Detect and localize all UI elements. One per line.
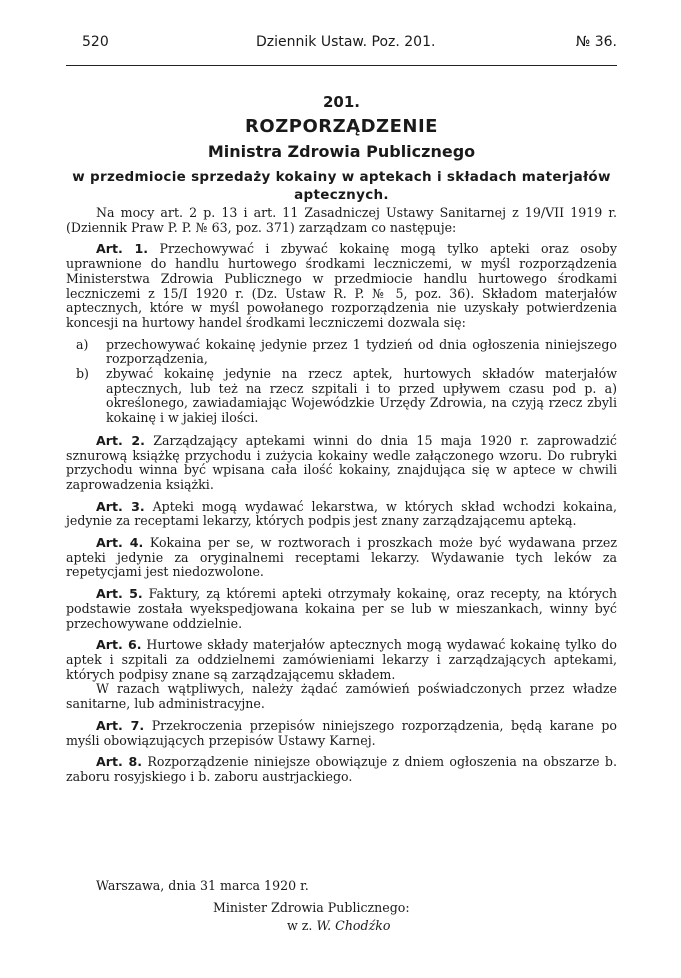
act-subject: w przedmiocie sprzedaży kokainy w aptekach i składach materjałów aptecznych. <box>72 169 611 203</box>
article-text: Rozporządzenie niniejsze obowiązuje z dniem ogłoszenia na obszarze b. zaboru rosyjskiego i b. zaboru austrjackiego. <box>66 754 617 784</box>
list-item <box>66 338 617 367</box>
article-2 <box>66 434 617 493</box>
journal-title: Dziennik Ustaw. Poz. 201. <box>256 34 436 50</box>
document-body <box>66 206 617 792</box>
header-rule <box>66 65 617 66</box>
signatory-name: W. Chodźko <box>316 918 391 933</box>
article-label: Art. 4. <box>96 535 144 551</box>
article-3 <box>66 500 617 529</box>
title-block <box>66 92 617 204</box>
article-text: Apteki mogą wydawać lekarstwa, w których skład wchodzi kokaina, jedynie za receptami lekarzy, których podpis jest znany zarządzającemu apteką. <box>66 498 617 529</box>
article-label: Art. 7. <box>96 717 145 733</box>
act-number: 201. <box>322 93 360 111</box>
issue-number: № 36. <box>575 34 617 50</box>
issuing-authority: Ministra Zdrowia Publicznego <box>207 142 476 161</box>
article-text: Zarządzający aptekami winni do dnia 15 maja 1920 r. zaprowadzić sznurową książkę przychodu i zużycia kokainy wedle załączonego wzoru. Do rubryki przychodu winna być wpisana cała ilość kokainy, znajdująca się w aptece w chwili zaprowadzenia książki. <box>66 432 617 492</box>
article-label: Art. 8. <box>96 754 143 770</box>
page-number: 520 <box>82 34 109 50</box>
article-text: Przechowywać i zbywać kokainę mogą tylko apteki oraz osoby uprawnione do handlu hurtowego środkami leczniczemi, w myśl rozporządzenia Ministerstwa Zdrowia Publicznego w przedmiocie handlu hurtowego środkami leczniczemi z 15/I 1920 r. (Dz. Ustaw R. P. № 5, poz. 36). Składom materjałów aptecznych, które w myśl powołanego rozporządzenia nie uzyskały potwierdzenia koncesji na hurtowy handel środkami leczniczemi dozwala się: <box>66 241 617 330</box>
article-label: Art. 6. <box>96 637 142 653</box>
article-1 <box>66 242 617 330</box>
article-text: Kokaina per se, w roztworach i proszkach może być wydawana przez apteki jedynie za oryginalnemi receptami lekarzy. Wydawanie tych leków za repetycjami jest niedozwolone. <box>66 535 617 580</box>
list-item <box>66 367 617 426</box>
place-date: Warszawa, dnia 31 marca 1920 r. <box>96 878 309 893</box>
list-item-text: przechowywać kokainę jedynie przez 1 tydzień od dnia ogłoszenia niniejszego rozporządzenia, <box>106 336 617 367</box>
list-item-text: zbywać kokainę jedynie na rzecz aptek, hurtowych składów materjałów aptecznych, lub też na rzecz szpitali i to przed upływem czasu pod p. a) określonego, zawiadamiając Wojewódzkie Urzędy Zdrowia, na czyją rzecz zbyli kokainę i w jakiej ilości. <box>106 366 617 426</box>
signatory-title: Minister Zdrowia Publicznego: <box>213 900 410 915</box>
article-6 <box>66 638 617 682</box>
article-4 <box>66 536 617 580</box>
article-6-continuation: W razach wątpliwych, należy żądać zamówień poświadczonych przez władze sanitarne, lub administracyjne. <box>66 681 617 712</box>
running-header <box>66 30 617 56</box>
list-marker: b) <box>76 366 89 382</box>
article-text: Hurtowe składy materjałów aptecznych mogą wydawać kokainę tylko do aptek i szpitali za oddzielnemi zamówieniami lekarzy i zarządzających aptekami, których podpisy znane są zarządzającemu składem. <box>66 637 617 682</box>
article-label: Art. 1. <box>96 241 149 257</box>
article-label: Art. 5. <box>96 586 143 602</box>
article-1-list <box>66 338 617 426</box>
list-marker: a) <box>76 336 89 352</box>
article-label: Art. 3. <box>96 498 145 514</box>
article-5 <box>66 587 617 631</box>
signature-prefix: w z. <box>287 918 313 933</box>
article-label: Art. 2. <box>96 432 145 448</box>
act-type: ROZPORZĄDZENIE <box>245 116 438 137</box>
signature-line <box>287 918 390 933</box>
intro-paragraph: Na mocy art. 2 p. 13 i art. 11 Zasadniczej Ustawy Sanitarnej z 19/VII 1919 r. (Dziennik Praw P. P. № 63, poz. 371) zarządzam co następuje: <box>66 205 617 235</box>
article-text: Faktury, zą któremi apteki otrzymały kokainę, oraz recepty, na których podstawie została wyekspedjowana kokaina per se lub w mieszankach, winny być przechowywane oddzielnie. <box>66 586 617 631</box>
article-8 <box>66 755 617 784</box>
article-text: Przekroczenia przepisów niniejszego rozporządzenia, będą karane po myśli obowiązujących przepisów Ustawy Karnej. <box>66 717 617 748</box>
article-7 <box>66 719 617 748</box>
